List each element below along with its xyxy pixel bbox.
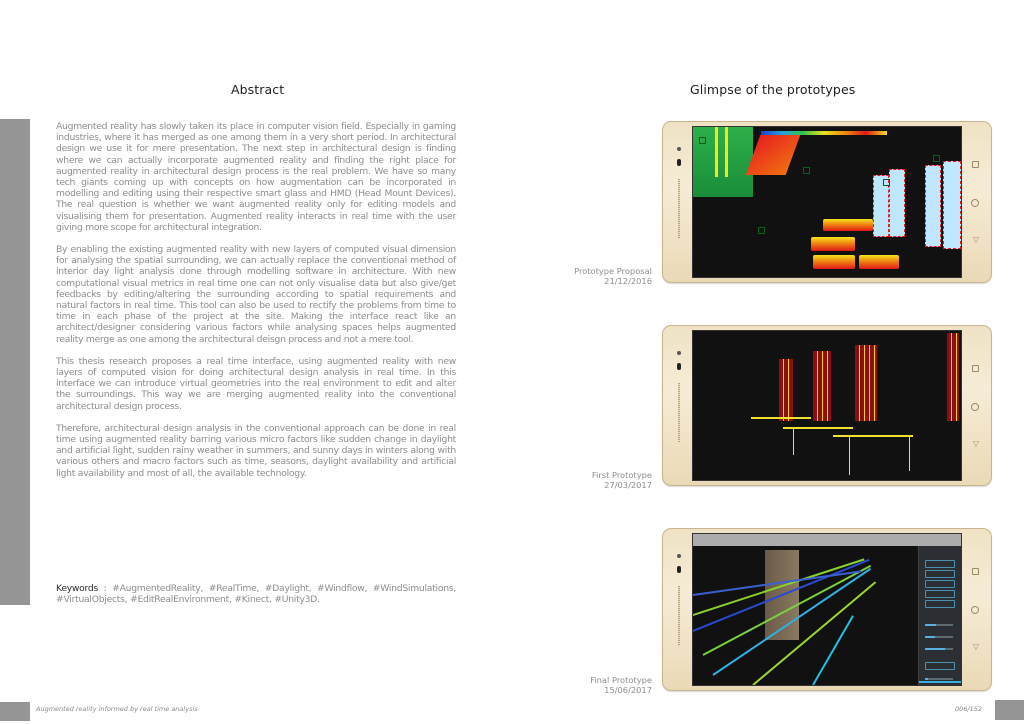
panel-button <box>925 580 955 588</box>
home-icon <box>971 199 979 207</box>
abstract-paragraph: Augmented reality has slowly taken its place in computer vision field. Especially in gaming industries, where it has merged as one among them in a very short period. In architectural design we use it for mere presentation. The next step in architectural design is finding where we can actually incorporate augmented reality and finding the right place for augmented reality in architectural design process is the real problem. We have so many tech giants coming up with concepts on how augmentation can be incorporated in modelling and editing using their respective smart glass and HMD (Head Mount Devices). The real question is whether we want augmented reality only for editing models and visualising them for presentation. Augmented reality interacts in real time with the user giving more scope for architectural integration. <box>56 121 456 233</box>
abstract-heading: Abstract <box>231 82 285 97</box>
table-leg <box>849 435 850 475</box>
sensor-marker <box>933 155 940 162</box>
table-leg <box>909 435 910 471</box>
panel-slider <box>925 648 953 650</box>
ar-toolbar <box>693 534 961 546</box>
window-outline <box>889 169 905 237</box>
furniture-shape <box>823 219 873 231</box>
sensor-icon <box>677 159 681 166</box>
prototype-caption <box>532 675 652 695</box>
footer-document-title: Augmented reality informed by real time analysis <box>36 705 198 713</box>
keywords-label: Keywords <box>56 583 99 594</box>
abstract-paragraph: Therefore, architectural design analysis in the conventional approach can be done in real time using augmented reality barring various micro factors like sudden change in daylight and artificial light, sudden rainy weather in summers, and sunny days in winters along with various others and macro factors such as time, seasons, daylight availability and artificial light availability and most of all, the available technology. <box>56 422 456 479</box>
prototype-caption <box>532 266 652 286</box>
heatmap-region <box>746 135 801 175</box>
footer-page-number: 006/152 <box>955 705 983 713</box>
recent-apps-icon <box>972 365 979 372</box>
camera-icon <box>677 351 681 355</box>
color-scale-legend <box>761 131 887 135</box>
prototype-caption <box>532 470 652 490</box>
camera-icon <box>677 147 681 151</box>
table-shape <box>833 435 913 437</box>
table-shape <box>751 417 811 419</box>
window-outline <box>943 161 961 249</box>
table-leg <box>793 427 794 455</box>
ar-windflow-screen <box>692 533 962 686</box>
footer-left-bar <box>0 702 30 721</box>
sensor-marker <box>803 167 810 174</box>
daylight-heatmap-screen <box>692 126 962 278</box>
ar-geometry-panel <box>918 546 961 685</box>
recent-apps-icon <box>972 568 979 575</box>
panel-button <box>925 590 955 598</box>
window-shape <box>855 345 877 421</box>
window-shape <box>779 359 793 421</box>
panel-slider <box>925 678 953 680</box>
phone-mockup-first <box>662 325 992 486</box>
back-icon: ▽ <box>972 235 980 244</box>
sensor-marker <box>883 179 890 186</box>
prototype-date: 21/12/2016 <box>604 276 652 286</box>
window-shape <box>947 333 959 421</box>
prototype-date: 15/06/2017 <box>604 685 652 695</box>
window-shape <box>813 351 831 421</box>
home-icon <box>971 403 979 411</box>
window-outline <box>925 165 941 247</box>
thermal-office-screen <box>692 330 962 481</box>
sensor-icon <box>677 566 681 573</box>
heatmap-region <box>715 127 718 177</box>
home-icon <box>971 606 979 614</box>
abstract-paragraph: By enabling the existing augmented reality with new layers of computed visual dimension for analysing the spatial surrounding, we can actually replace the conventional method of interior day light analysis done through modelling software in architecture. With new computational visual metrics in real time one can not only visualise data but also give/get feedbacks by editing/altering the surrounding according to spatial requirements and natural factors in real time. This tool can also be used to rectify the problems from time to time in each phase of the project at the site. Making the interface react like an architect/designer considering various factors while analysing spaces helps augmented reality merge as one among the architectural deisgn process and not a mere tool. <box>56 244 456 345</box>
panel-button <box>925 600 955 608</box>
abstract-body <box>56 121 456 490</box>
footer-right-bar <box>995 700 1024 720</box>
keywords <box>56 583 456 605</box>
left-margin-bar <box>0 119 30 605</box>
speaker-grille <box>678 383 680 443</box>
panel-slider <box>925 624 953 626</box>
prototype-title: First Prototype <box>591 470 652 480</box>
back-icon: ▽ <box>972 642 980 651</box>
back-icon: ▽ <box>972 439 980 448</box>
camera-icon <box>677 554 681 558</box>
abstract-paragraph: This thesis research proposes a real time interface, using augmented reality with new layers of computed vision for doing architectural design analysis in real time. In this interface we can introduce virtual geometries into the real environment to edit and alter the surroundings. This way we are merging augmented reality into the conventional architectural design process. <box>56 355 456 412</box>
prototype-date: 27/03/2017 <box>604 480 652 490</box>
panel-button <box>925 570 955 578</box>
panel-accent-line <box>919 681 961 683</box>
prototype-title: Final Prototype <box>590 675 652 685</box>
prototype-title: Prototype Proposal <box>574 266 652 276</box>
phone-mockup-proposal <box>662 121 992 283</box>
speaker-grille <box>678 586 680 646</box>
panel-slider <box>925 636 953 638</box>
panel-button <box>925 560 955 568</box>
prototypes-heading: Glimpse of the prototypes <box>690 82 856 97</box>
furniture-shape <box>859 255 899 269</box>
phone-mockup-final <box>662 528 992 691</box>
keywords-list: : #AugmentedReality, #RealTime, #Daylight, #Windflow, #WindSimulations, #VirtualObjects, #EditRealEnvironment, #Kinect, #Unity3D. <box>56 583 456 606</box>
wind-streamline <box>812 615 854 685</box>
furniture-shape <box>811 237 855 251</box>
furniture-shape <box>813 255 855 269</box>
sensor-marker <box>758 227 765 234</box>
recent-apps-icon <box>972 161 979 168</box>
heatmap-region <box>725 127 728 177</box>
sensor-marker <box>699 137 706 144</box>
speaker-grille <box>678 179 680 239</box>
panel-button <box>925 662 955 670</box>
sensor-icon <box>677 363 681 370</box>
